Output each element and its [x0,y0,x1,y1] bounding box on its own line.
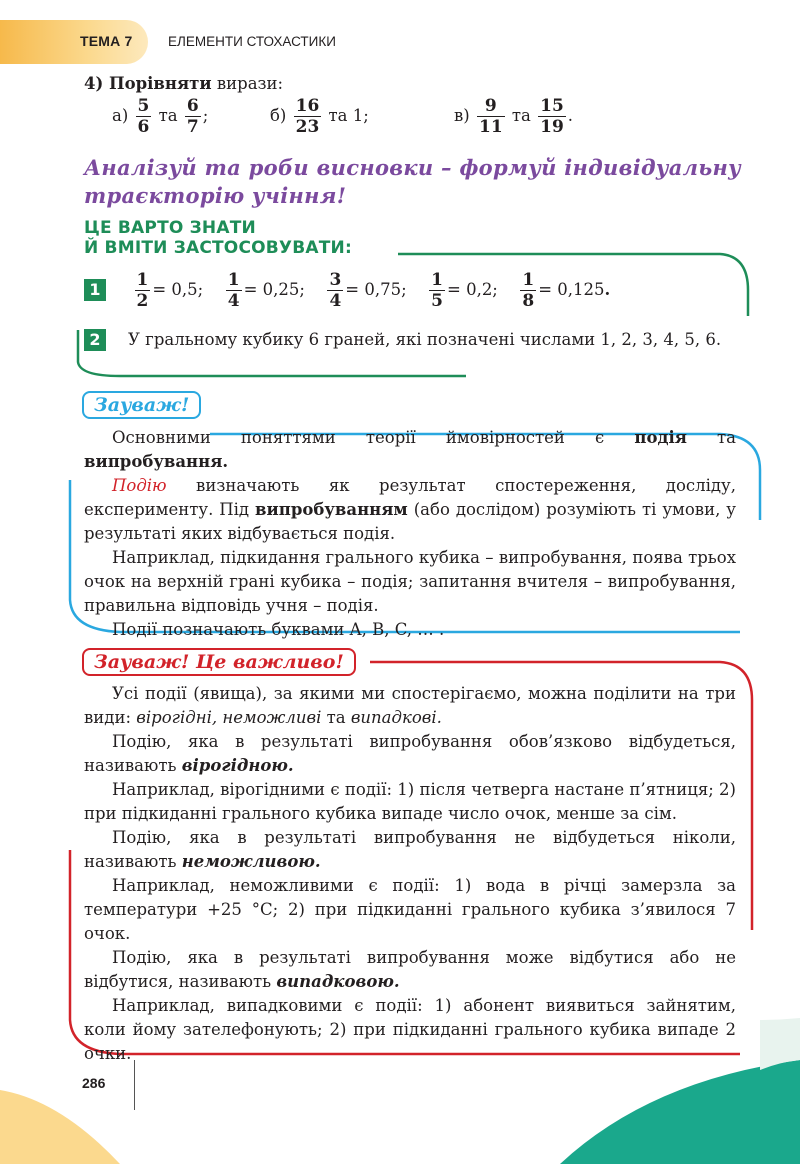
header-title: ЕЛЕМЕНТИ СТОХАСТИКИ [168,34,336,49]
note-1-label-box: Зауваж! [82,391,201,419]
note-2-p6: Подію, яка в результаті випробування може відбутися або не відбутися, називають випадковою. [84,948,736,991]
analyze-heading: Аналізуй та роби висновки – формуй індивідуальну траєкторію учіння! [84,155,741,208]
note-2-p3: Наприклад, вірогідними є події: 1) після четверга настане п’ятниця; 2) при підкиданні грального кубика випаде число очок, менше за сім. [84,780,736,823]
know-item-2-text: У гральному кубику 6 граней, які позначені числами 1, 2, 3, 4, 5, 6. [128,330,722,349]
fraction: $\frac{6}{7}$ [186,96,199,137]
page-number-separator [134,1060,135,1110]
fraction: $\frac{16}{23}$ [295,96,320,137]
bottom-left-yellow-shape [0,1090,120,1164]
know-item-1-badge: 1 [84,279,106,301]
note-2-p5: Наприклад, неможливими є події: 1) вода в річці замерзла за температури +25 °C; 2) при підкиданні грального кубика з’явилося 7 очок. [84,876,736,943]
fraction: $\frac{1}{8}$ [522,270,535,311]
task-4-item-c: в) $\frac{9}{11}$ та $\frac{15}{19}$ . [454,96,574,137]
note-1-p3: Наприклад, підкидання грального кубика – випробування, поява трьох очок на верхній грані кубика – подія; запитання вчителя – випробування, правильна відповідь учня – подія. [84,548,736,615]
fraction: $\frac{1}{2}$ [136,270,149,311]
note-1-p2: Подію визначають як результат спостереження, досліду, експерименту. Під випробуванням (або дослідом) розуміють ті умови, у результаті яких відбувається подія. [84,476,736,543]
note-2-p4: Подію, яка в результаті випробування не відбудеться ніколи, називають неможливою. [84,828,736,871]
task-4-item-a: а) $\frac{5}{6}$ та $\frac{6}{7}$ ; [112,96,209,137]
fraction: $\frac{5}{6}$ [137,96,150,137]
fraction: $\frac{1}{5}$ [431,270,443,311]
note-2-label [82,648,356,676]
note-2-label-box: Зауваж! Це важливо! [82,648,356,676]
note-2-p1: Усі події (явища), за якими ми спостерігаємо, можна поділити на три види: вірогідні, неможливі та випадкові. [84,684,736,727]
know-item-1: 1 $\frac{1}{2}$ = 0,5; $\frac{1}{4}$ = 0,25; $\frac{3}{4}$ = 0,75; $\frac{1}{5}$ = 0,2; $\frac{1}{8}$ = 0,125. [84,270,734,311]
note-2-p7: Наприклад, випадковими є події: 1) абонент виявиться зайнятим, коли йому зателефонують; 2) при підкиданні грального кубика випаде 2 очки. [84,996,736,1063]
bottom-right-teal-shape [560,1060,800,1164]
know-heading: ЦЕ ВАРТО ЗНАТИ Й ВМІТИ ЗАСТОСОВУВАТИ: [84,218,352,258]
page-number: 286 [82,1075,106,1091]
task-4-rest: вирази: [211,74,284,93]
note-1-p1: Основними поняттями теорії ймовірностей є подія та випробування. [84,428,737,471]
note-2-p2: Подію, яка в результаті випробування обов’язково відбудеться, називають вірогідною. [84,732,736,775]
note-2-body [84,682,736,1066]
fraction: $\frac{3}{4}$ [329,270,342,311]
fraction: $\frac{9}{11}$ [478,96,503,137]
fraction: $\frac{15}{19}$ [540,96,564,137]
note-1-p4: Події позначають буквами A, B, C, … . [112,620,445,639]
task-4-item-b: б) $\frac{16}{23}$ та 1; [270,96,369,137]
know-item-2-badge: 2 [84,329,106,351]
task-4-label: 4) Порівняти [84,74,212,93]
fraction: $\frac{1}{4}$ [227,270,240,311]
header-theme: ТЕМА 7 [80,33,133,49]
